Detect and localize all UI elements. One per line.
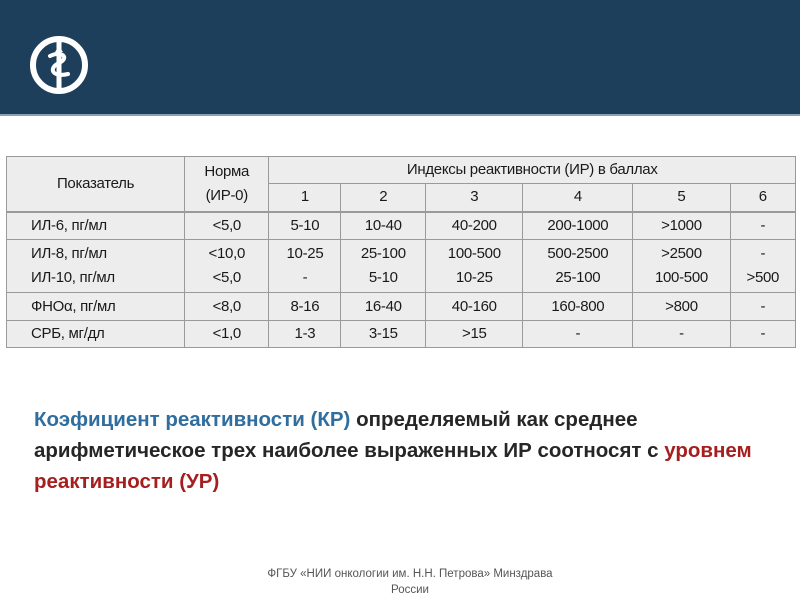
footer-line-2: России xyxy=(391,584,429,596)
value-cell-6 xyxy=(730,239,795,292)
value-line-1: 16-40 xyxy=(364,297,402,315)
kr-term: Коэфициент реактивности (КР) xyxy=(34,408,351,431)
indicator-line-1: ФНОα, пг/мл xyxy=(31,297,116,315)
norm-header-line-2: (ИР-0) xyxy=(205,186,248,204)
col-header-norm xyxy=(185,157,269,212)
col-header-indicator: Показатель xyxy=(7,157,185,212)
header-bar xyxy=(0,0,800,114)
value-line-1: 40-200 xyxy=(451,216,497,234)
value-line-2: 100-500 xyxy=(654,269,708,287)
norm-cell xyxy=(185,212,269,240)
value-cell-5 xyxy=(633,239,730,292)
norm-header-line-1: Норма xyxy=(204,162,250,180)
value-cell-3 xyxy=(426,239,523,292)
col-header-group: Индексы реактивности (ИР) в баллах xyxy=(269,157,796,184)
level-header-5: 5 xyxy=(633,184,730,212)
header-divider xyxy=(0,114,800,116)
table-row xyxy=(7,212,796,240)
level-header-6: 6 xyxy=(730,184,795,212)
value-line-1: 25-100 xyxy=(360,245,406,263)
level-header-3: 3 xyxy=(426,184,523,212)
value-line-1: >800 xyxy=(665,297,698,315)
value-cell-1 xyxy=(269,320,341,347)
value-cell-6 xyxy=(730,320,795,347)
value-line-1: 10-25 xyxy=(286,245,324,263)
value-cell-2 xyxy=(341,212,426,240)
value-cell-4 xyxy=(523,293,633,320)
value-line-2: 25-100 xyxy=(555,269,601,287)
value-line-1: - xyxy=(575,324,581,342)
indicator-cell xyxy=(7,293,185,320)
value-line-1: >2500 xyxy=(661,245,702,263)
level-header-2: 2 xyxy=(341,184,426,212)
value-cell-1 xyxy=(269,293,341,320)
value-line-1: 10-40 xyxy=(364,216,402,234)
value-line-1: 8-16 xyxy=(290,297,320,315)
value-line-1: >1000 xyxy=(661,216,702,234)
indicator-line-2: ИЛ-10, пг/мл xyxy=(31,269,115,287)
medical-caduceus-icon xyxy=(28,34,90,96)
norm-line-1: <1,0 xyxy=(212,324,241,342)
norm-line-1: <10,0 xyxy=(208,245,245,263)
value-cell-6 xyxy=(730,212,795,240)
value-line-1: - xyxy=(760,216,766,234)
indicator-cell xyxy=(7,239,185,292)
value-line-1: 500-2500 xyxy=(547,245,609,263)
norm-cell xyxy=(185,293,269,320)
level-header-4: 4 xyxy=(523,184,633,212)
value-line-1: 3-15 xyxy=(368,324,398,342)
value-line-1: - xyxy=(760,245,766,263)
table-row xyxy=(7,293,796,320)
value-cell-5 xyxy=(633,212,730,240)
table-row xyxy=(7,320,796,347)
table-body xyxy=(7,212,796,348)
norm-cell xyxy=(185,239,269,292)
indicator-line-1: ИЛ-8, пг/мл xyxy=(31,245,107,263)
norm-line-1: <8,0 xyxy=(212,297,241,315)
value-cell-5 xyxy=(633,320,730,347)
value-line-1: >15 xyxy=(461,324,487,342)
norm-line-2: <5,0 xyxy=(212,269,241,287)
ir-table xyxy=(6,156,796,348)
value-cell-1 xyxy=(269,239,341,292)
value-cell-3 xyxy=(426,320,523,347)
reactivity-coefficient-paragraph xyxy=(34,404,774,497)
value-line-1: - xyxy=(679,324,684,342)
value-cell-2 xyxy=(341,293,426,320)
value-cell-1 xyxy=(269,212,341,240)
value-cell-5 xyxy=(633,293,730,320)
value-line-1: 100-500 xyxy=(447,245,501,263)
value-line-1: 200-1000 xyxy=(547,216,609,234)
value-cell-6 xyxy=(730,293,795,320)
value-line-1: 160-800 xyxy=(551,297,605,315)
level-header-1: 1 xyxy=(269,184,341,212)
footer-line-1: ФГБУ «НИИ онкологии им. Н.Н. Петрова» Минздрава xyxy=(267,568,553,580)
footer xyxy=(200,566,620,598)
indicator-cell xyxy=(7,320,185,347)
value-line-1: 40-160 xyxy=(451,297,497,315)
paragraph-middle: определяемый как среднее арифметическое трех наиболее выраженных ИР соотносят с xyxy=(34,408,665,462)
value-cell-2 xyxy=(341,320,426,347)
value-cell-4 xyxy=(523,212,633,240)
ur-term: уровнем реактивности (УР) xyxy=(34,439,752,493)
value-line-1: 5-10 xyxy=(290,216,320,234)
value-cell-2 xyxy=(341,239,426,292)
value-line-1: - xyxy=(760,297,766,315)
value-cell-4 xyxy=(523,239,633,292)
value-cell-4 xyxy=(523,320,633,347)
value-line-1: 1-3 xyxy=(294,324,316,342)
value-line-2: - xyxy=(302,269,308,287)
value-cell-3 xyxy=(426,293,523,320)
reactivity-index-table xyxy=(6,156,796,348)
value-line-2: >500 xyxy=(746,269,780,287)
value-line-2: 5-10 xyxy=(368,269,398,287)
norm-line-1: <5,0 xyxy=(212,216,241,234)
value-line-1: - xyxy=(760,324,766,342)
indicator-cell xyxy=(7,212,185,240)
indicator-line-1: СРБ, мг/дл xyxy=(31,324,105,342)
table-row xyxy=(7,239,796,292)
value-cell-3 xyxy=(426,212,523,240)
value-line-2: 10-25 xyxy=(455,269,493,287)
indicator-line-1: ИЛ-6, пг/мл xyxy=(31,216,107,234)
norm-cell xyxy=(185,320,269,347)
